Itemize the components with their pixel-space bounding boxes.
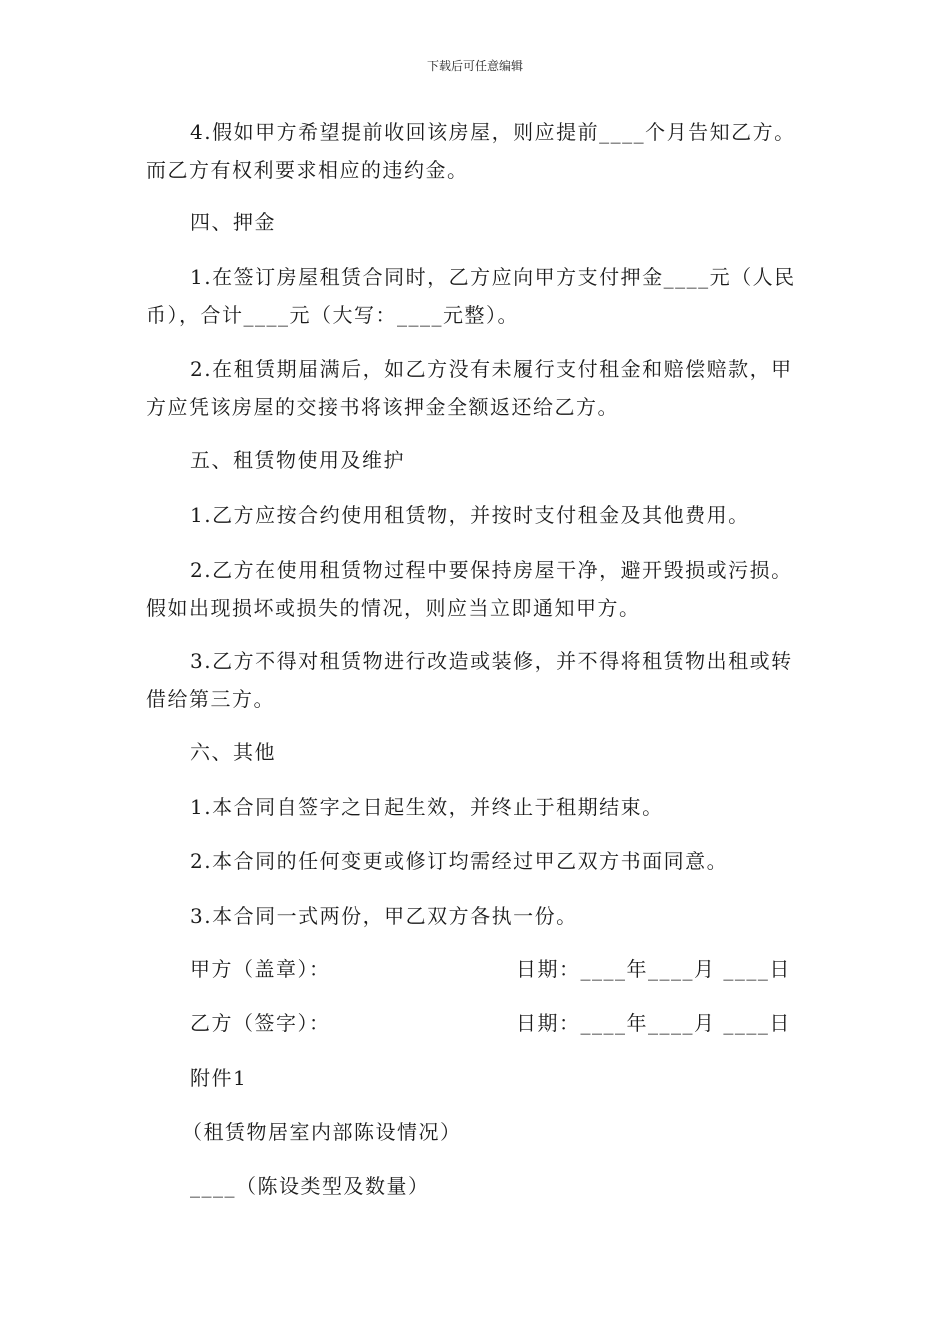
other-clause-3: 3.本合同一式两份，甲乙双方各执一份。 <box>190 904 578 928</box>
use-clause-1: 1.乙方应按合约使用租赁物，并按时支付租金及其他费用。 <box>190 503 750 527</box>
section-heading-deposit: 四、押金 <box>190 210 276 234</box>
attachment-item: ____（陈设类型及数量） <box>190 1174 430 1198</box>
deposit-clause-1: 1.在签订房屋租赁合同时，乙方应向甲方支付押金____元（人民币），合计____元（大写：____元整）。 <box>146 265 796 327</box>
attachment-subtitle: （租赁物居室内部陈设情况） <box>182 1120 462 1144</box>
use-clause-2: 2.乙方在使用租赁物过程中要保持房屋干净，避开毁损或污损。假如出现损坏或损失的情况，则应当立即通知甲方。 <box>146 558 793 620</box>
clause-4-early-termination: 4.假如甲方希望提前收回该房屋，则应提前____个月告知乙方。而乙方有权利要求相应的违约金。 <box>146 120 796 182</box>
party-a-date-line: 日期：____年____月 ____日 <box>516 957 791 981</box>
section-heading-other: 六、其他 <box>190 740 276 764</box>
party-b-signature-label: 乙方（签字）： <box>190 1011 331 1035</box>
page-header-note: 下载后可任意编辑 <box>426 59 523 73</box>
section-heading-use-maintenance: 五、租赁物使用及维护 <box>190 448 405 472</box>
deposit-clause-2: 2.在租赁期届满后，如乙方没有未履行支付租金和赔偿赔款，甲方应凭该房屋的交接书将该押金全额返还给乙方。 <box>146 357 793 419</box>
use-clause-3: 3.乙方不得对租赁物进行改造或装修，并不得将租赁物出租或转借给第三方。 <box>146 649 793 711</box>
party-b-date-line: 日期：____年____月 ____日 <box>516 1011 791 1035</box>
party-a-seal-label: 甲方（盖章）： <box>190 957 331 981</box>
other-clause-2: 2.本合同的任何变更或修订均需经过甲乙双方书面同意。 <box>190 849 729 873</box>
attachment-title: 附件1 <box>190 1066 248 1090</box>
other-clause-1: 1.本合同自签字之日起生效，并终止于租期结束。 <box>190 795 664 819</box>
